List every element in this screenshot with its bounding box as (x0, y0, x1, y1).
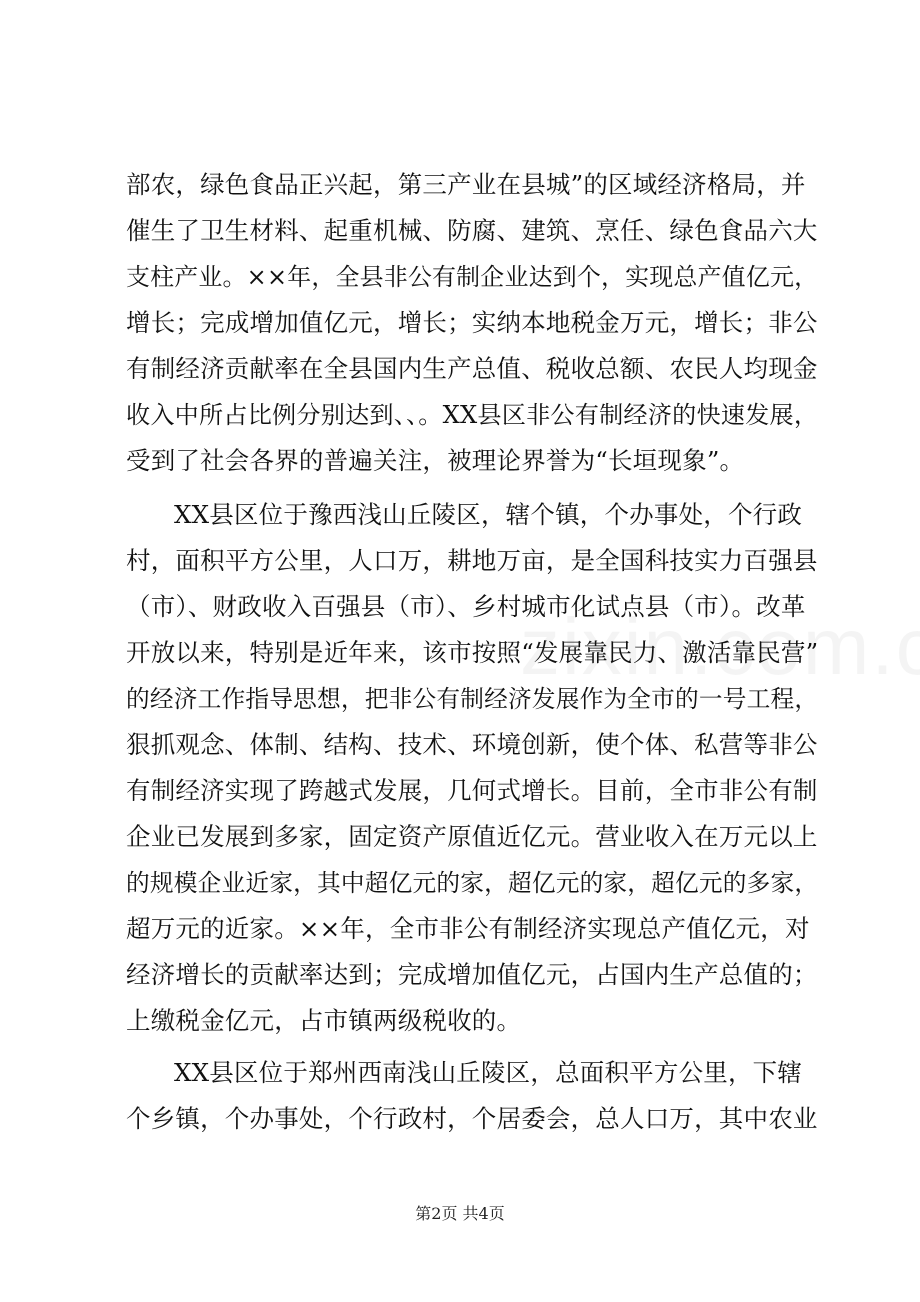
paragraph-2-line-2: 村，面积平方公里，人口万，耕地万亩，是全国科技实力百强县 (126, 546, 818, 575)
paragraph-2-line-6: 狠抓观念、体制、结构、技术、环境创新，使个体、私营等非公 (126, 730, 818, 759)
paragraph-2-line-4: 开放以来，特别是近年来，该市按照“发展靠民力、激活靠民营” (126, 638, 819, 667)
paragraph-1-line-4: 增长；完成增加值亿元，增长；实纳本地税金万元，增长；非公 (126, 308, 818, 337)
paragraph-2-line-9: 的规模企业近家，其中超亿元的家，超亿元的家，超亿元的多家， (126, 869, 819, 897)
paragraph-2-line-7: 有制经济实现了跨越式发展，几何式增长。目前，全市非公有制 (126, 776, 818, 805)
paragraph-2-line-10: 超万元的近家。××年，全市非公有制经济实现总产值亿元，对 (126, 914, 810, 943)
paragraph-2-line-1: XX县区位于豫西浅山丘陵区，辖个镇，个办事处，个行政 (174, 500, 803, 529)
page-number-footer: 第2页 共4页 (415, 1204, 505, 1223)
paragraph-1-line-6: 收入中所占比例分别达到、、。XX县区非公有制经济的快速发展， (126, 401, 819, 429)
paragraph-2-line-11: 经济增长的贡献率达到；完成增加值亿元，占国内生产总值的； (126, 960, 818, 989)
paragraph-1-line-5: 有制经济贡献率在全县国内生产总值、税收总额、农民人均现金 (126, 354, 818, 383)
paragraph-2-line-8: 企业已发展到多家，固定资产原值近亿元。营业收入在万元以上 (126, 822, 818, 851)
paragraph-1-line-2: 催生了卫生材料、起重机械、防腐、建筑、烹任、绿色食品六大 (126, 216, 818, 245)
paragraph-1-line-7: 受到了社会各界的普遍关注，被理论界誉为“长垣现象”。 (126, 446, 745, 475)
paragraph-2-line-5: 的经济工作指导思想，把非公有制经济发展作为全市的一号工程， (126, 685, 819, 713)
paragraph-3-line-2: 个乡镇，个办事处，个行政村，个居委会，总人口万，其中农业 (126, 1104, 818, 1133)
paragraph-1-line-1: 部农，绿色食品正兴起，第三产业在县城”的区域经济格局，并 (126, 170, 806, 199)
paragraph-2-line-12: 上缴税金亿元，占市镇两级税收的。 (126, 1006, 522, 1035)
paragraph-3-line-1: XX县区位于郑州西南浅山丘陵区，总面积平方公里，下辖 (174, 1058, 803, 1087)
paragraph-2-line-3: （市）、财政收入百强县（市）、乡村城市化试点县（市）。改革 (126, 592, 806, 621)
paragraph-1-line-3: 支柱产业。××年，全县非公有制企业达到个，实现总产值亿元， (126, 263, 819, 291)
